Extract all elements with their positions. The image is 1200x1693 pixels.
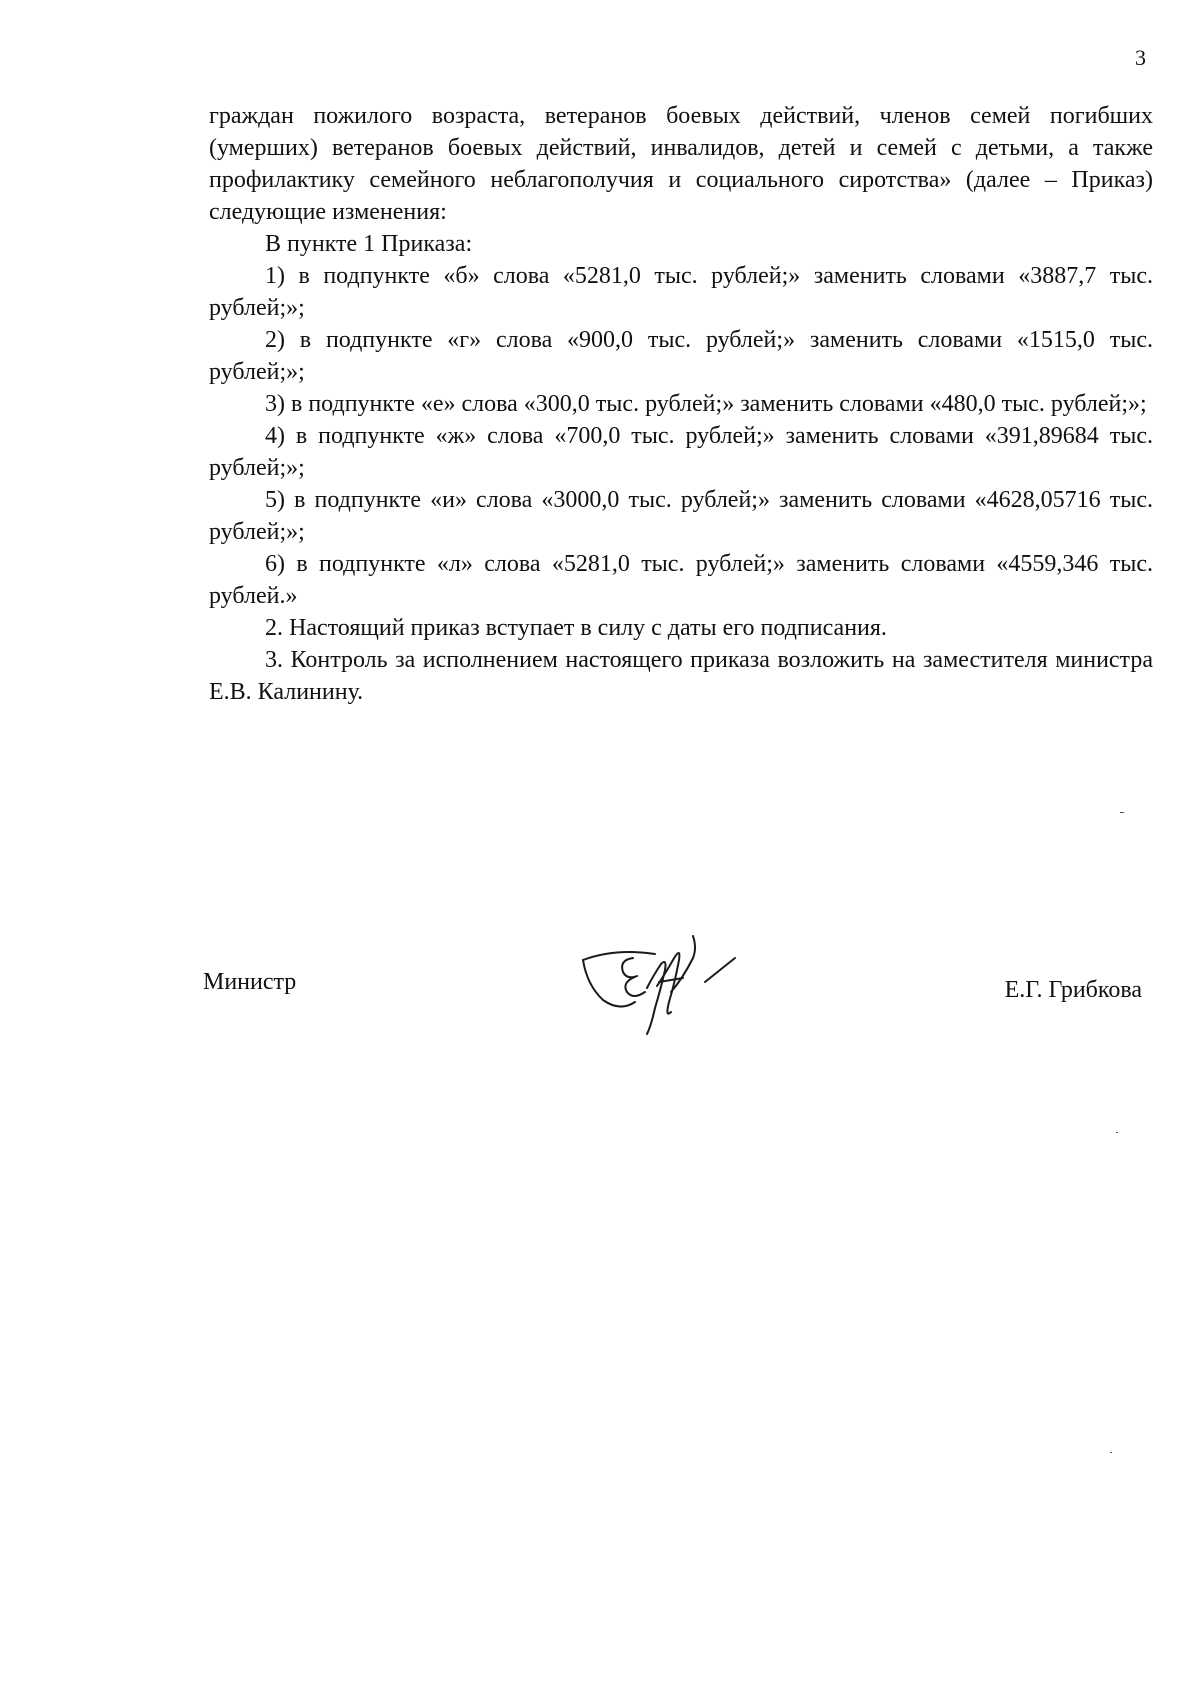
scan-speck <box>1110 1452 1112 1453</box>
scan-speck <box>1116 1132 1118 1133</box>
signatory-name: Е.Г. Грибкова <box>1004 977 1142 1003</box>
paragraph-subpoint-b: 1) в подпункте «б» слова «5281,0 тыс. рублей;» заменить словами «3887,7 тыс. рублей;»; <box>209 263 1153 321</box>
paragraph-subpoint-l: 6) в подпункте «л» слова «5281,0 тыс. рублей;» заменить словами «4559,346 тыс. рублей.» <box>209 551 1153 609</box>
paragraph-subpoint-g: 2) в подпункте «г» слова «900,0 тыс. рублей;» заменить словами «1515,0 тыс. рублей;»; <box>209 327 1153 385</box>
signature-position-title: Министр <box>203 969 297 995</box>
document-body <box>209 100 1153 708</box>
paragraph-point-1-heading: В пункте 1 Приказа: <box>265 231 473 257</box>
page-number: 3 <box>1135 45 1146 70</box>
paragraph-subpoint-e: 3) в подпункте «е» слова «300,0 тыс. рублей;» заменить словами «480,0 тыс. рублей;»; <box>265 391 1147 417</box>
scan-speck <box>1120 812 1124 813</box>
paragraph-subpoint-i: 5) в подпункте «и» слова «3000,0 тыс. рублей;» заменить словами «4628,05716 тыс. рублей;»; <box>209 487 1153 545</box>
paragraph-point-3: 3. Контроль за исполнением настоящего приказа возложить на заместителя министра Е.В. Калинину. <box>209 647 1153 705</box>
paragraph-point-2: 2. Настоящий приказ вступает в силу с даты его подписания. <box>265 615 887 641</box>
handwritten-signature <box>575 930 755 1040</box>
paragraph-subpoint-zh: 4) в подпункте «ж» слова «700,0 тыс. рублей;» заменить словами «391,89684 тыс. рублей;»; <box>209 423 1153 481</box>
paragraph-intro-continuation: граждан пожилого возраста, ветеранов боевых действий, членов семей погибших (умерших) ветеранов боевых действий, инвалидов, детей и семей с детьми, а также профилактику семейного неблагополучия и социального сиротства» (далее – Приказ) следующие изменения: <box>209 103 1153 225</box>
